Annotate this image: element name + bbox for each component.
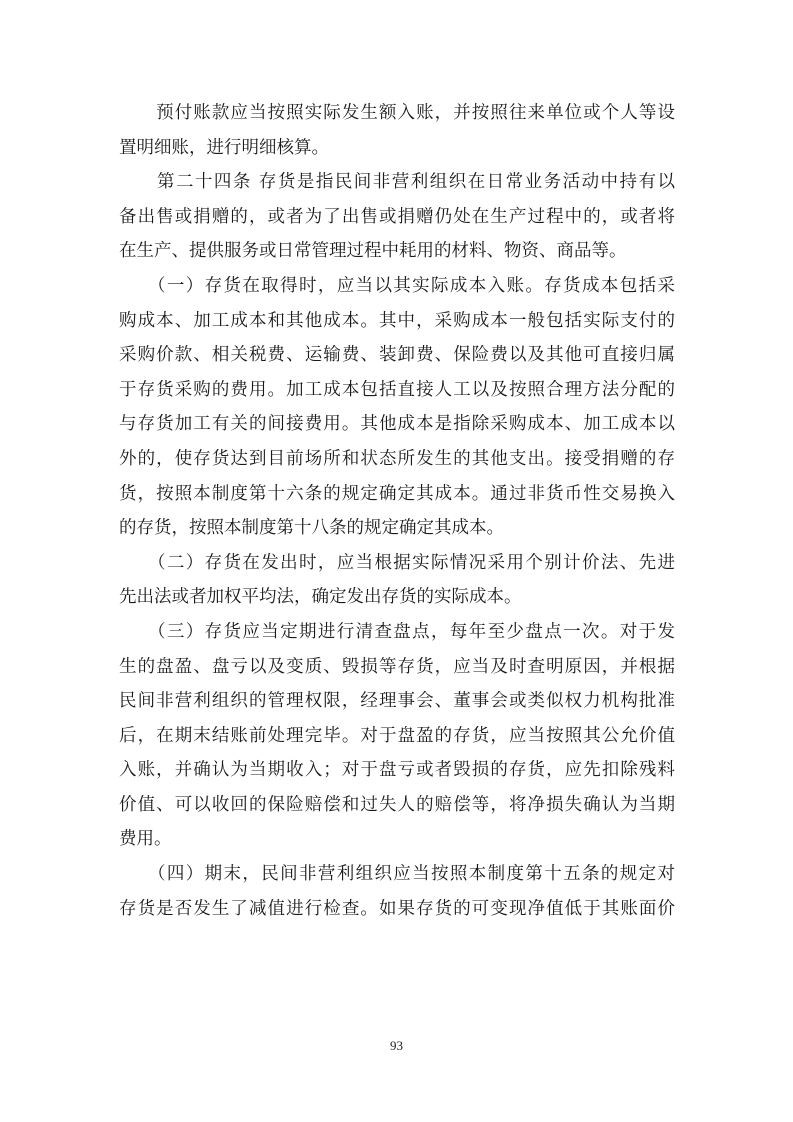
text-line: 于存货采购的费用。加工成本包括直接人工以及按照合理方法分配的 xyxy=(119,379,675,400)
text-line: 费用。 xyxy=(119,829,172,850)
text-line: （一）存货在取得时，应当以其实际成本入账。存货成本包括采 xyxy=(119,275,675,296)
text-line: （三）存货应当定期进行清查盘点，每年至少盘点一次。对于发 xyxy=(119,621,675,642)
text-line: 预付账款应当按照实际发生额入账，并按照往来单位或个人等设 xyxy=(119,103,675,123)
text-line: 与存货加工有关的间接费用。其他成本是指除采购成本、加工成本以 xyxy=(119,414,675,435)
text-line: 备出售或捐赠的，或者为了出售或捐赠仍处在生产过程中的，或者将 xyxy=(119,206,675,227)
text-line: 购成本、加工成本和其他成本。其中，采购成本一般包括实际支付的 xyxy=(119,310,675,331)
text-line: 外的，使存货达到目前场所和状态所发生的其他支出。接受捐赠的存 xyxy=(119,448,675,469)
text-line: 置明细账，进行明细核算。 xyxy=(119,137,329,158)
body-text xyxy=(119,96,675,926)
text-line: 采购价款、相关税费、运输费、装卸费、保险费以及其他可直接归属 xyxy=(119,345,675,366)
text-line: 第二十四条 存货是指民间非营利组织在日常业务活动中持有以 xyxy=(119,172,675,193)
text-line: 存货是否发生了减值进行检查。如果存货的可变现净值低于其账面价 xyxy=(119,898,675,919)
text-line: （四）期末，民间非营利组织应当按照本制度第十五条的规定对 xyxy=(119,864,675,885)
text-line: 先出法或者加权平均法，确定发出存货的实际成本。 xyxy=(119,587,522,608)
text-line: 后，在期末结账前处理完毕。对于盘盈的存货，应当按照其公允价值 xyxy=(119,725,675,746)
text-line: 价值、可以收回的保险赔偿和过失人的赔偿等，将净损失确认为当期 xyxy=(119,794,675,815)
text-line: 生的盘盈、盘亏以及变质、毁损等存货，应当及时查明原因，并根据 xyxy=(119,656,675,677)
text-line: （二）存货在发出时，应当根据实际情况采用个别计价法、先进 xyxy=(119,552,675,573)
text-line: 在生产、提供服务或日常管理过程中耗用的材料、物资、商品等。 xyxy=(119,241,627,262)
text-line: 货，按照本制度第十六条的规定确定其成本。通过非货币性交易换入 xyxy=(119,483,675,504)
page-number: 93 xyxy=(390,1038,403,1053)
text-line: 的存货，按照本制度第十八条的规定确定其成本。 xyxy=(119,518,504,539)
text-line: 入账，并确认为当期收入；对于盘亏或者毁损的存货，应先扣除残料 xyxy=(119,760,675,781)
text-line: 民间非营利组织的管理权限，经理事会、董事会或类似权力机构批准 xyxy=(119,691,675,712)
